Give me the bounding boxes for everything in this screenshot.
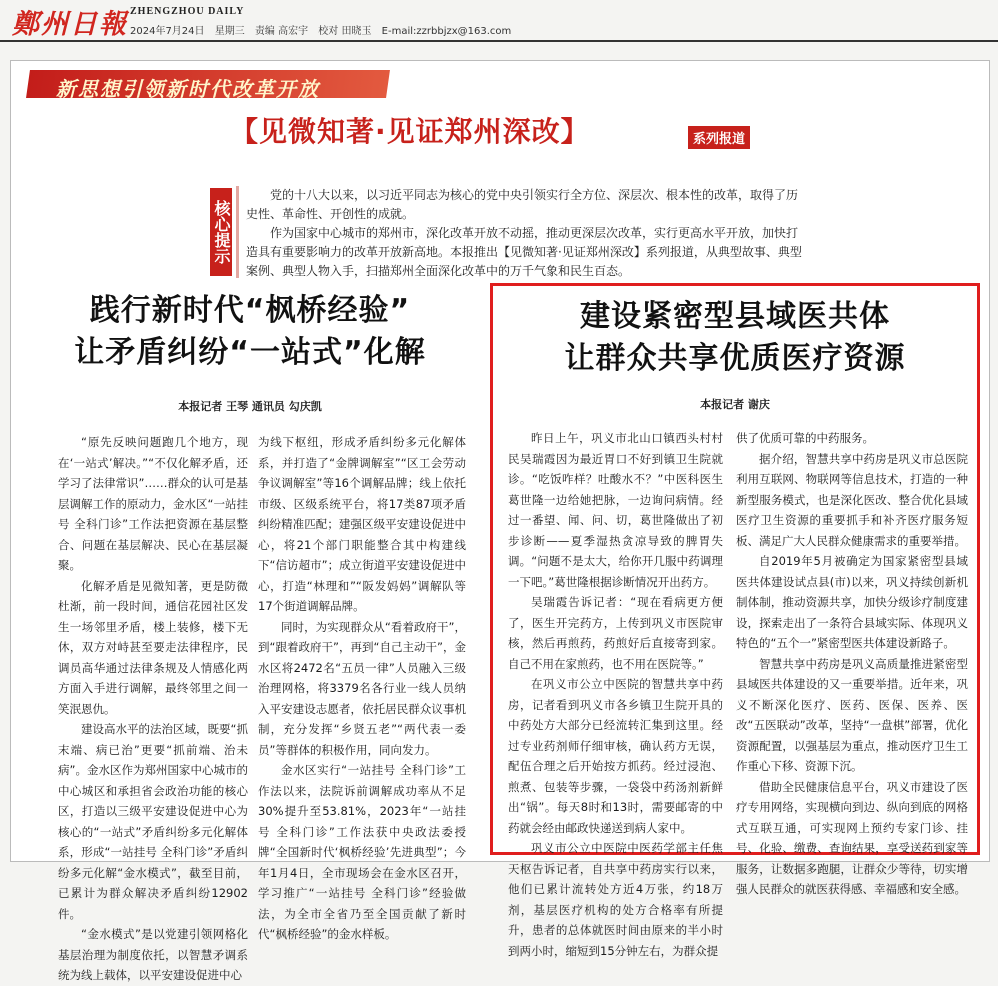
- article-paragraph: 建设高水平的法治区域，既要“抓末端、病已治”更要“抓前端、治未病”。金水区作为郑州国家中心城市的中心城区和承担省会政治功能的核心区，打造以三级平安建设促进中心为核心的“一站式”矛盾纠纷多元化解体系，形成“一站挂号 全科门诊”矛盾纠纷多元化解“金水模式”，截至目前，已累计为群众解决矛盾纠纷12902件。: [58, 722, 248, 921]
- article-paragraph: 自2019年5月被确定为国家紧密型县域医共体建设试点县(市)以来，巩义持续创新机制体制，推动资源共享，加快分级诊疗制度建设，探索走出了一条符合县域实际、体现巩义特色的“五个一”紧密型医共体建设新路子。: [736, 554, 968, 650]
- article-paragraph: “金水模式”是以党建引领网格化基层治理为制度依托，以智慧矛调系统为线上载体，以平安建设促进中心: [58, 927, 248, 982]
- article-paragraph: 智慧共享中药房是巩义高质量推进紧密型县域医共体建设的又一重要举措。近年来，巩义不断深化医疗、医药、医保、医养、医改“五医联动”改革，坚持“一盘棋”部署，优化资源配置，以强基层为重点，推动医疗卫生工作重心下移、资源下沉。: [736, 656, 968, 773]
- masthead-divider: [0, 40, 998, 42]
- left-article-column-1: [58, 432, 248, 986]
- article-paragraph: 据介绍，智慧共享中药房是巩义市总医院利用互联网、物联网等信息技术，打造的一种新型服务模式，也是深化医改、整合优化县域医疗卫生资源的重要抓手和补齐医疗服务短板、满足广大人民群众健康需求的重要举措。: [736, 451, 968, 548]
- series-tag: 系列报道: [688, 126, 750, 149]
- newspaper-logo: 鄭州日報: [12, 9, 128, 40]
- series-banner-text: 新思想引领新时代改革开放: [56, 77, 320, 101]
- editor-note-badge: 核心提示: [210, 188, 232, 276]
- editor-note: [246, 186, 806, 281]
- masthead: [0, 0, 998, 46]
- issue-weekday: 星期三: [214, 26, 245, 37]
- right-article-byline: 本报记者 谢庆: [700, 398, 770, 411]
- article-paragraph: 在巩义市公立中医院的智慧共享中药房，记者看到巩义市各乡镇卫生院开具的中药处方大部分已经流转汇集到这里。经过专业药剂师仔细审核，确认药方无误，配伍合理之后开始按方抓药。经过浸泡、煎煮、包装等步骤，一袋袋中药汤剂新鲜出“锅”。每天8时和13时，需要邮寄的中药就会经由邮政快递送到病人家中。: [508, 677, 723, 835]
- series-title: 【见微知著·见证郑州深改】: [230, 115, 590, 148]
- article-paragraph: “原先反映问题跑几个地方，现在‘一站式’解决。”“不仅化解矛盾，还学习了法律常识”……群众的认可是基层调解工作的原动力，金水区“一站挂号 全科门诊”工作法把资源在基层整合、问题在基层解决、民心在基层凝聚。: [58, 435, 248, 572]
- article-paragraph: 吴瑞霞告诉记者：“现在看病更方便了，医生开完药方，上传到巩义市医院审核，然后再煎药，药煎好后直接寄到家。自己不用在家煎药，也不用在医院等。”: [508, 595, 723, 671]
- paper-english-name: ZHENGZHOU DAILY: [130, 6, 245, 17]
- proofreader-credit: 校对 田晓玉: [318, 26, 372, 37]
- article-paragraph: 化解矛盾是见微知著，更是防微杜渐，前一段时间，通信花园社区发生一场邻里矛盾，楼上装修，楼下无休，双方对峙甚至要走法律程序，民调员高华通过法律条规及人情感化两方面入手进行调解，最终邻里之间一笑泯恩仇。: [58, 578, 248, 716]
- left-article-headline: [20, 290, 480, 374]
- editor-note-paragraph: 作为国家中心城市的郑州市，深化改革开放不动摇，推动更深层次改革，实行更高水平开放，加快打造具有重要影响力的改革开放新高地。本报推出【见微知著·见证郑州深改】系列报道，从典型故事、典型案例、典型人物入手，扫描郑州全面深化改革中的万千气象和民生百态。: [246, 226, 802, 278]
- article-paragraph: 昨日上午，巩义市北山口镇西头村村民吴瑞霞因为最近胃口不好到镇卫生院就诊。“吃饭咋样？吐酸水不？”中医科医生葛世隆一边给她把脉，一边询问病情。经过一番望、闻、问、切，葛世隆做出了初步诊断——夏季湿热贪凉导致的脾胃失调。“问题不是太大，给你开几服中药调理一下吧。”葛世隆根据诊断情况开出药方。: [508, 431, 723, 589]
- right-article-column-2: [736, 428, 968, 900]
- article-paragraph: 为线下枢纽，形成矛盾纠纷多元化解体系，并打造了“金牌调解室”“区工会劳动争议调解室”等16个调解品牌；线上依托市级、区级系统平台，将17类87项矛盾纠纷精准匹配；建强区级平安建设促进中心，将21个部门职能整合其中构建线下“信访超市”；成立街道平安建设促进中心，打造“林理和”“阪发妈妈”调解队等17个街道调解品牌。: [258, 435, 466, 613]
- article-paragraph: 金水区实行“一站挂号 全科门诊”工作法以来，法院诉前调解成功率从不足30%提升至53.81%，2023年“一站挂号 全科门诊”工作法获中央政法委授牌“全国新时代‘枫桥经验’先进典型”；今年1月4日，全市现场会在金水区召开，学习推广“一站挂号 全科门诊”经验做法，为全市全省乃至全国贡献了新时代“枫桥经验”的金水样板。: [258, 763, 466, 941]
- article-paragraph: 巩义市公立中医院中医药学部主任焦天枢告诉记者，自共享中药房实行以来，他们已累计流转处方近4万张，约18万剂，基层医疗机构的处方合格率有所提升，患者的总体就医时间由原来的半小时到两小时，缩短到15分钟左右，为群众提: [508, 841, 723, 958]
- article-paragraph: 借助全民健康信息平台，巩义市建设了医疗专用网络，实现横向到边、纵向到底的网格式互联互通，可实现网上预约专家门诊、挂号、化验、缴费、查询结果，享受送药到家等服务，让数据多跑腿，让群众少等待，切实增强人民群众的就医获得感、幸福感和安全感。: [736, 779, 968, 896]
- left-article-byline: 本报记者 王琴 通讯员 勾庆凯: [178, 400, 322, 413]
- editor-note-paragraph: 党的十八大以来，以习近平同志为核心的党中央引领实行全方位、深层次、根本性的改革，取得了历史性、革命性、开创性的成就。: [246, 188, 799, 221]
- article-paragraph: 同时，为实现群众从“看着政府干”，到“跟着政府干”，再到“自己主动干”，金水区将2472名“五员一律”人员融入三级治理网格，将3379名各行业一线人员纳入平安建设志愿者，依托居民群众议事机制，充分发挥“乡贤五老”“两代表一委员”等群体的积极作用，同向发力。: [258, 619, 466, 757]
- issue-meta: [130, 22, 518, 37]
- article-paragraph: 供了优质可靠的中药服务。: [736, 431, 874, 445]
- right-headline-line2: 让群众共享优质医疗资源: [564, 341, 906, 376]
- editor-credit: 责编 高宏宇: [254, 26, 309, 37]
- right-article-column-1: [508, 428, 723, 961]
- right-article-headline: [500, 296, 970, 380]
- contact-email: E-mail:zzrbbjzx@163.com: [381, 26, 512, 37]
- series-heading: [230, 110, 830, 150]
- issue-date: 2024年7月24日: [130, 26, 205, 37]
- left-headline-line2: 让矛盾纠纷“一站式”化解: [74, 335, 426, 370]
- editor-note-rule: [236, 186, 239, 278]
- left-headline-line1: 践行新时代“枫桥经验”: [89, 293, 411, 328]
- left-article-column-2: [258, 432, 466, 945]
- right-headline-line1: 建设紧密型县域医共体: [580, 299, 890, 334]
